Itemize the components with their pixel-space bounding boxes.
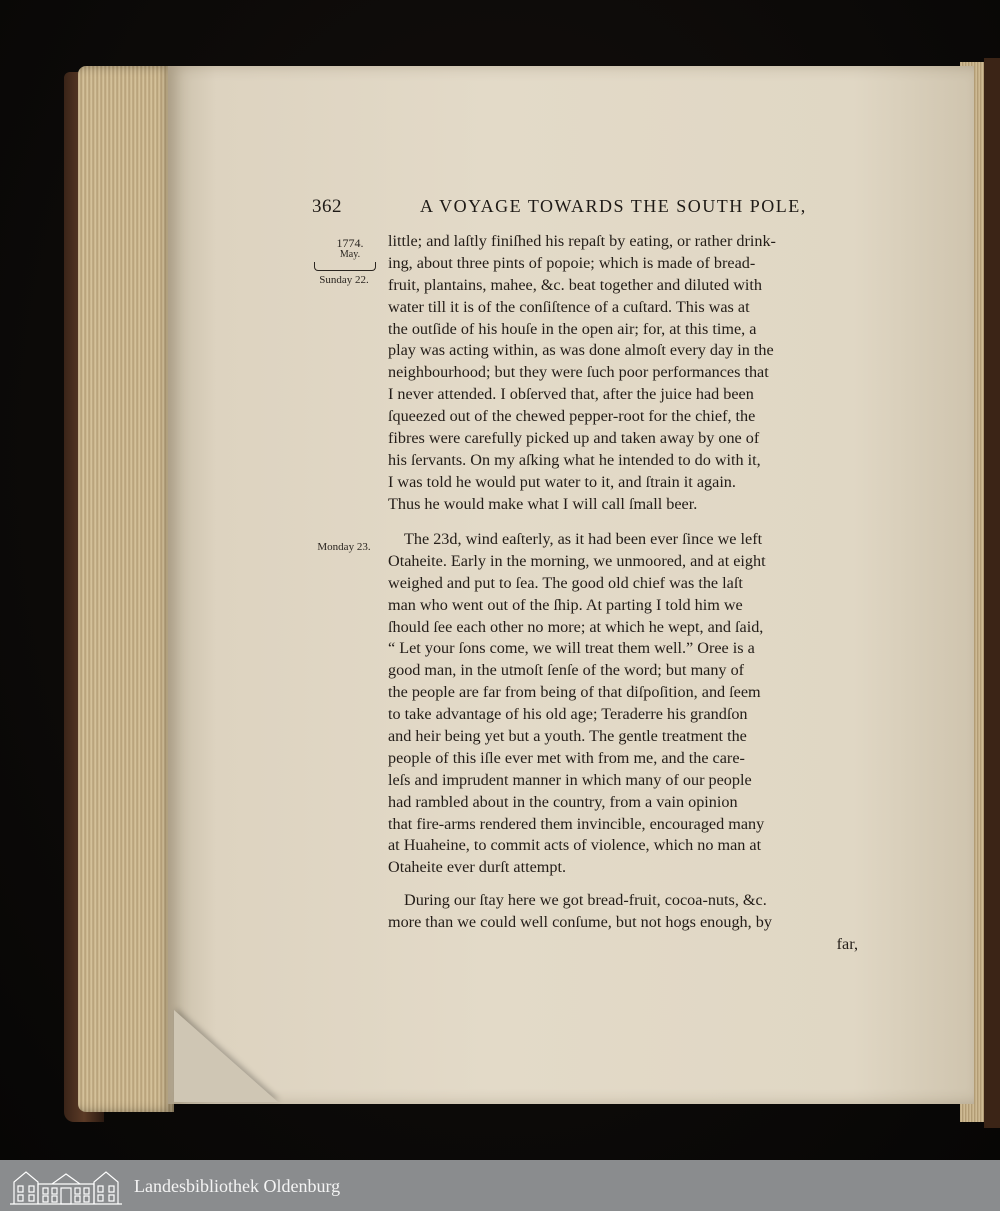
text-line: I was told he would put water to it, and ſtrain it again. — [388, 472, 736, 491]
text-line: Thus he would make what I will call ſmall beer. — [388, 494, 698, 513]
text-line: good man, in the utmoſt ſenſe of the word; but many of — [388, 661, 745, 680]
text-line: weighed and put to ſea. The good old chief was the laſt — [388, 573, 743, 592]
text-line: to take advantage of his old age; Teraderre his grandſon — [388, 705, 748, 724]
margin-note-year: 1774. — [336, 236, 364, 250]
catchword: far, — [836, 934, 858, 953]
margin-note-sunday: Sunday 22. — [319, 274, 369, 286]
text-line: his ſervants. On my aſking what he intended to do with it, — [388, 450, 761, 469]
text-line: water till it is of the conſiſtence of a cuſtard. This was at — [388, 297, 750, 316]
paragraph-2 — [388, 529, 858, 879]
text-line: ſqueezed out of the chewed pepper-root for the chief, the — [388, 407, 756, 426]
margin-note-month: May. — [339, 249, 361, 260]
text-line: that fire-arms rendered them invincible, encouraged many — [388, 814, 765, 833]
text-line: more than we could well conſume, but not hogs enough, by — [388, 912, 772, 931]
running-head — [312, 196, 828, 220]
library-footer-bar — [0, 1160, 1000, 1211]
text-line: fibres were carefully picked up and taken away by one of — [388, 429, 760, 448]
text-line: ſhould ſee each other no more; at which he wept, and ſaid, — [388, 617, 764, 636]
text-line: During our ſtay here we got bread-fruit, cocoa-nuts, &c. — [404, 891, 767, 909]
text-line: I never attended. I obſerved that, after the juice had been — [388, 385, 754, 404]
library-building-icon — [8, 1166, 124, 1206]
paragraph-3 — [388, 890, 858, 956]
text-line: fruit, plantains, mahee, &c. beat together and diluted with — [388, 275, 762, 294]
page-edges — [78, 66, 174, 1112]
text-line: ing, about three pints of popoie; which is made of bread- — [388, 253, 756, 272]
book-cover-right — [984, 58, 1000, 1128]
text-line: the people are far from being of that diſpoſition, and ſeem — [388, 683, 761, 702]
text-line: at Huaheine, to commit acts of violence, which no man at — [388, 836, 762, 855]
text-line: neighbourhood; but they were ſuch poor performances that — [388, 363, 769, 382]
margin-note-monday: Monday 23. — [317, 541, 371, 553]
text-line: The 23d, wind eaſterly, as it had been ever ſince we left — [404, 530, 763, 548]
folded-corner — [174, 1010, 278, 1102]
text-line: “ Let your ſons come, we will treat them well.” Oree is a — [388, 639, 755, 658]
page-number: 362 — [312, 196, 342, 217]
text-line: and heir being yet but a youth. The gentle treatment the — [388, 727, 747, 746]
library-name: Landesbibliothek Oldenburg — [134, 1176, 341, 1196]
running-title: A VOYAGE TOWARDS THE SOUTH POLE, — [420, 196, 807, 216]
text-line: Otaheite ever durſt attempt. — [388, 858, 566, 877]
text-line: Otaheite. Early in the morning, we unmoored, and at eight — [388, 551, 766, 570]
text-line: play was acting within, as was done almoſt every day in the — [388, 341, 774, 360]
text-line: had rambled about in the country, from a vain opinion — [388, 792, 738, 811]
text-line: leſs and imprudent manner in which many of our people — [388, 770, 752, 789]
paragraph-1 — [388, 231, 858, 516]
text-line: little; and laſtly finiſhed his repaſt by eating, or rather drink- — [388, 232, 776, 250]
text-line: people of this iſle ever met with from me, and the care- — [388, 748, 745, 767]
text-line: the outſide of his houſe in the open air; for, at this time, a — [388, 319, 757, 338]
text-line: man who went out of the ſhip. At parting I told him we — [388, 595, 743, 614]
margin-note-bracket — [314, 262, 376, 271]
